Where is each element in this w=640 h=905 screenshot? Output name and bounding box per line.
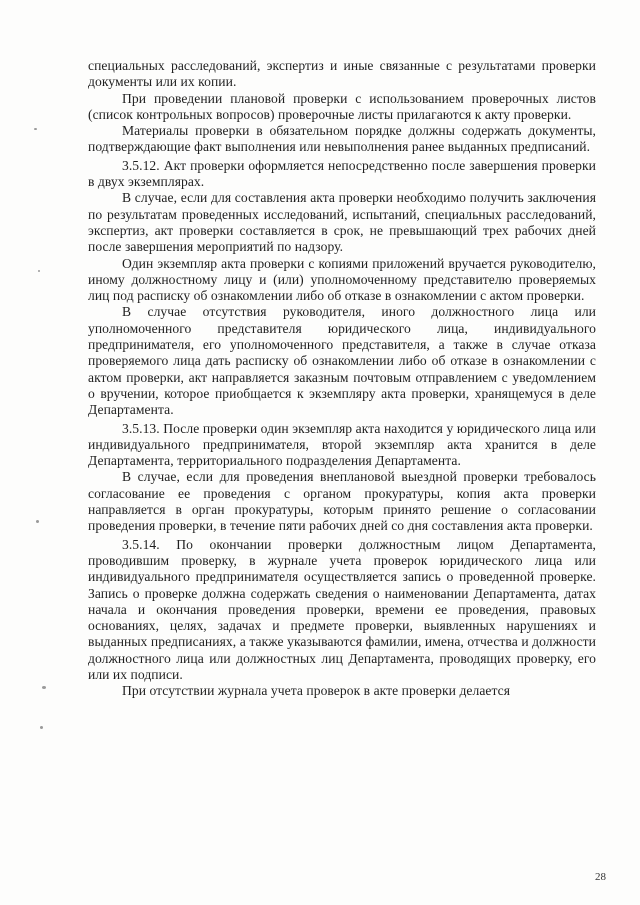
paragraph-continuation: специальных расследований, экспертиз и иные связанные с результатами проверки документы или их копии. <box>88 58 596 90</box>
clause-3-5-14: 3.5.14. По окончании проверки должностным лицом Департамента, проводившим проверку, в журнале учета проверок юридического лица или индивидуального предпринимателя осуществляется запись о проведенной проверке. Запись о проверке должна содержать сведения о наименовании Департамента, датах начала и окончания проведения проверки, времени ее проведения, правовых основаниях, целях, задачах и предмете проверки, выявленных нарушениях и выданных предписаниях, а также указываются фамилии, имена, отчества и должности должностного лица или должностных лиц Департамента, проводящих проверку, его или их подписи. <box>88 536 596 682</box>
page-number: 28 <box>595 871 606 883</box>
paragraph-one-copy: Один экземпляр акта проверки с копиями приложений вручается руководителю, иному должностному лицу и (или) уполномоченному представителю проверяемых лиц под расписку об ознакомлении либо об отказе в ознакомлении с актом проверки. <box>88 255 596 304</box>
paragraph-checklists: При проведении плановой проверки с использованием проверочных листов (список контрольных вопросов) проверочные листы прилагаются к акту проверки. <box>88 90 596 122</box>
scan-speck <box>42 686 46 689</box>
body-text <box>88 58 596 700</box>
scan-speck <box>38 270 40 272</box>
paragraph-prosecutor: В случае, если для проведения внеплановой выездной проверки требовалось согласование ее проведения с органом прокуратуры, копия акта проверки направляется в орган прокуратуры, которым принято решение о согласовании проведения проверки, в течение пяти рабочих дней со дня составления акта проверки. <box>88 469 596 534</box>
scan-speck <box>36 520 39 523</box>
paragraph-no-journal: При отсутствии журнала учета проверок в акте проверки делается <box>122 683 511 699</box>
clause-3-5-13: 3.5.13. После проверки один экземпляр акта находится у юридического лица или индивидуального предпринимателя, второй экземпляр акта хранится в деле Департамента, территориального подразделения Департамента. <box>88 420 596 469</box>
clause-3-5-12: 3.5.12. Акт проверки оформляется непосредственно после завершения проверки в двух экземплярах. <box>88 157 596 190</box>
paragraph-absence: В случае отсутствия руководителя, иного должностного лица или уполномоченного представителя юридического лица, индивидуального предпринимателя, его уполномоченного представителя, а также в случае отказа проверяемого лица дать расписку об ознакомлении либо об отказе в ознакомлении с актом проверки, акт направляется заказным почтовым отправлением с уведомлением о вручении, которое приобщается к экземпляру акта проверки, хранящемуся в деле Департамента. <box>88 304 596 418</box>
scan-speck <box>34 128 37 130</box>
scan-speck <box>40 726 43 729</box>
paragraph-conclusions: В случае, если для составления акта проверки необходимо получить заключения по результатам проведенных исследований, испытаний, специальных расследований, экспертиз, акт проверки составляется в срок, не превышающий трех рабочих дней после завершения мероприятий по надзору. <box>88 190 596 255</box>
paragraph-materials: Материалы проверки в обязательном порядке должны содержать документы, подтверждающие факт выполнения или невыполнения ранее выданных предписаний. <box>88 123 596 155</box>
